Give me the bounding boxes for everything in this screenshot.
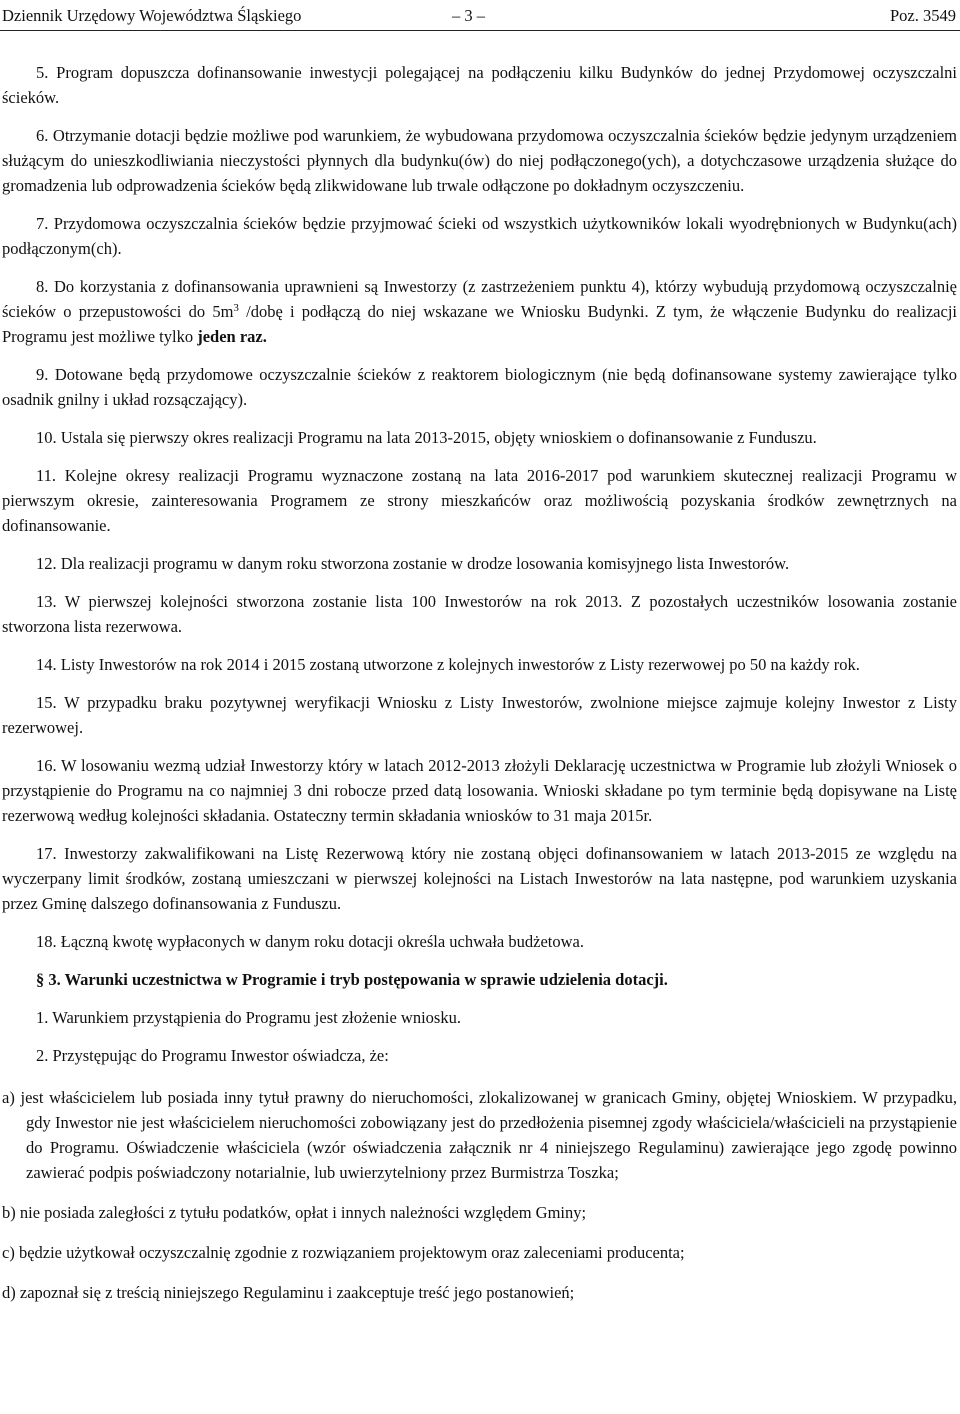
header-divider (0, 30, 960, 31)
paragraph-10: 10. Ustala się pierwszy okres realizacji Programu na lata 2013-2015, objęty wnioskiem o dofinansowanie z Funduszu. (36, 428, 817, 447)
paragraph-7: 7. Przydomowa oczyszczalnia ścieków będzie przyjmować ścieki od wszystkich użytkowników lokali wyodrębnionych w Budynku(ach) podłączonym(ch). (2, 214, 957, 258)
paragraph-9: 9. Dotowane będą przydomowe oczyszczalnie ścieków z reaktorem biologicznym (nie będą dofinansowane systemy zawierające tylko osadnik gnilny i układ rozsączający). (2, 365, 957, 409)
paragraph-8-text-a: 8. Do korzystania z dofinansowania uprawnieni są Inwestorzy (z zastrzeżeniem punktu 4), którzy wybudują przydomową oczyszczalnię ścieków o przepustowości do 5m (2, 277, 957, 321)
paragraph-13: 13. W pierwszej kolejności stworzona zostanie lista 100 Inwestorów na rok 2013. Z pozostałych uczestników losowania zostanie stworzona lista rezerwowa. (2, 592, 957, 636)
paragraph-8-text-b: /dobę i podłączą do niej wskazane we Wniosku Budynki. Z tym, że włączenie Budynku do realizacji Programu jest możliwe tylko (2, 302, 957, 346)
journal-title: Dziennik Urzędowy Województwa Śląskiego (2, 6, 302, 25)
section-3-heading: § 3. Warunki uczestnictwa w Programie i tryb postępowania w sprawie udzielenia dotacji. (36, 970, 668, 989)
paragraph-8 (2, 274, 957, 349)
paragraph-6: 6. Otrzymanie dotacji będzie możliwe pod warunkiem, że wybudowana przydomowa oczyszczalnia ścieków będzie jedynym urządzeniem służącym do unieszkodliwiania nieczystości płynnych dla budynku(ów) do niej podłączonego(ych), a dotychczasowe urządzenia służące do gromadzenia lub odprowadzenia ścieków będą zlikwidowane lub trwale odłączone po dokładnym oczyszczeniu. (2, 126, 957, 195)
paragraph-5: 5. Program dopuszcza dofinansowanie inwestycji polegającej na podłączeniu kilku Budynków do jednej Przydomowej oczyszczalni ścieków. (2, 63, 957, 107)
page-number: – 3 – (452, 6, 485, 25)
paragraph-18: 18. Łączną kwotę wypłaconych w danym roku dotacji określa uchwała budżetowa. (36, 932, 584, 951)
paragraph-8-emphasis: jeden raz. (197, 327, 267, 346)
paragraph-16: 16. W losowaniu wezmą udział Inwestorzy który w latach 2012-2013 złożyli Deklarację uczestnictwa w Programie lub złożyli Wniosek o przystąpienie do Programu na co najmniej 3 dni robocze przed datą losowania. Wnioski składane po tym terminie będą dopisywane na Listę rezerwową według kolejności składania. Ostateczny termin składania wniosków to 31 maja 2015r. (2, 756, 957, 825)
paragraph-15: 15. W przypadku braku pozytywnej weryfikacji Wniosku z Listy Inwestorów, zwolnione miejsce zajmuje kolejny Inwestor z Listy rezerwowej. (2, 693, 957, 737)
paragraph-14: 14. Listy Inwestorów na rok 2014 i 2015 zostaną utworzone z kolejnych inwestorów z Listy rezerwowej po 50 na każdy rok. (36, 655, 860, 674)
paragraph-11: 11. Kolejne okresy realizacji Programu wyznaczone zostaną na lata 2016-2017 pod warunkiem skutecznej realizacji Programu w pierwszym okresie, zainteresowania Programem ze strony mieszkańców oraz możliwością pozyskania środków zewnętrznych na dofinansowanie. (2, 466, 957, 535)
list-item-b: b) nie posiada zaległości z tytułu podatków, opłat i innych należności względem Gminy; (2, 1203, 587, 1222)
position-number: Poz. 3549 (890, 6, 956, 25)
document-body (2, 60, 957, 1305)
paragraph-12: 12. Dla realizacji programu w danym roku stworzona zostanie w drodze losowania komisyjnego lista Inwestorów. (36, 554, 790, 573)
page-header (0, 4, 960, 30)
list-item-c: c) będzie użytkował oczyszczalnię zgodnie z rozwiązaniem projektowym oraz zaleceniami producenta; (2, 1243, 685, 1262)
list-item-a: a) jest właścicielem lub posiada inny tytuł prawny do nieruchomości, zlokalizowanej w granicach Gminy, objętej Wnioskiem. W przypadku, gdy Inwestor nie jest właścicielem nieruchomości zobowiązany jest do przedłożenia pisemnej zgody właściciela/właścicieli na przystąpienie do Programu. Oświadczenie właściciela (wzór oświadczenia załącznik nr 4 niniejszego Regulaminu) zawierające jego zgodę powinno zawierać podpis poświadczony notarialnie, lub uwierzytelniony przez Burmistrza Toszka; (2, 1088, 957, 1182)
section-3-paragraph-1: 1. Warunkiem przystąpienia do Programu jest złożenie wniosku. (36, 1008, 461, 1027)
paragraph-8-superscript: 3 (233, 302, 239, 314)
list-item-d: d) zapoznał się z treścią niniejszego Regulaminu i zaakceptuje treść jego postanowień; (2, 1283, 575, 1302)
section-3-paragraph-2: 2. Przystępując do Programu Inwestor oświadcza, że: (36, 1046, 389, 1065)
paragraph-17: 17. Inwestorzy zakwalifikowani na Listę Rezerwową który nie zostaną objęci dofinansowaniem w latach 2013-2015 ze względu na wyczerpany limit środków, zostaną umieszczani w pierwszej kolejności na Listach Inwestorów na lata następne, pod warunkiem uzyskania przez Gminę dalszego dofinansowania z Funduszu. (2, 844, 957, 913)
